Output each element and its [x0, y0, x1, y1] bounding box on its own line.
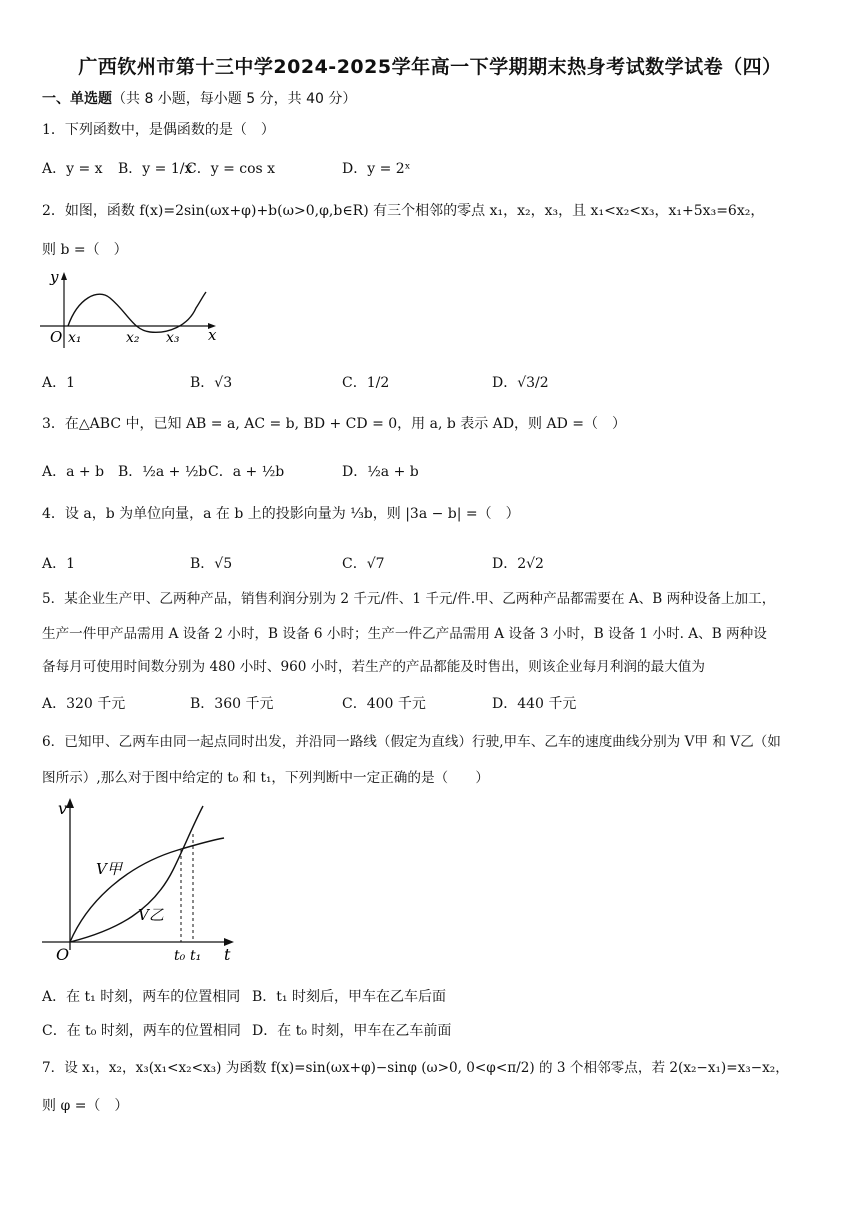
q2-stem: 2．如图，函数 f(x)=2sin(ωx+φ)+b(ω>0,φ,b∈R) 有三个相邻的零点 x₁，x₂，x₃，且 x₁<x₂<x₃，x₁+5x₃=6x₂，: [42, 203, 765, 219]
q2-sine-graph: [38, 268, 223, 350]
q4-option-d: D．2√2: [492, 556, 544, 572]
q6-velocity-graph: [38, 790, 248, 968]
q2-x3-label: x₃: [166, 330, 180, 346]
q2-x-label: x: [208, 326, 217, 344]
q2-stem-continued: 则 b =（ ）: [42, 242, 128, 258]
q2-x1-label: x₁: [68, 330, 82, 346]
q7-stem-continued: 则 φ =（ ）: [42, 1098, 129, 1114]
q3-stem: 3．在△ABC 中，已知 AB = a, AC = b, BD + CD = 0，用 a, b 表示 AD，则 AD =（ ）: [42, 416, 627, 432]
q6-t-label: t: [224, 945, 231, 964]
section-desc: （共 8 小题，每小题 5 分，共 40 分）: [112, 91, 357, 107]
q2-y-arrow: [61, 272, 67, 280]
q3-option-d: D．½a + b: [342, 464, 419, 480]
q5-option-a: A．320 千元: [42, 696, 126, 712]
q2-option-a: A．1: [42, 375, 76, 391]
q5-line-2: 生产一件甲产品需用 A 设备 2 小时，B 设备 6 小时；生产一件乙产品需用 A 设备 3 小时，B 设备 1 小时. A、B 两种设: [42, 626, 767, 642]
q3-option-b: B．½a + ½b: [118, 464, 208, 480]
q5-line-3: 备每月可使用时间数分别为 480 小时、960 小时，若生产的产品都能及时售出，则该企业每月利润的最大值为: [42, 659, 705, 675]
q6-v-arrow: [66, 798, 74, 808]
q3-option-a: A．a + b: [42, 464, 105, 480]
q6-vyi-label: V乙: [138, 906, 164, 924]
section-header: [42, 91, 356, 109]
q6-option-a: A．在 t₁ 时刻，两车的位置相同: [42, 989, 241, 1005]
q4-option-b: B．√5: [190, 556, 233, 572]
q6-line-2: 图所示）,那么对于图中给定的 t₀ 和 t₁，下列判断中一定正确的是（ ）: [42, 770, 489, 786]
q2-option-b: B．√3: [190, 375, 233, 391]
q4-stem: 4．设 a，b 为单位向量，a 在 b 上的投影向量为 ⅓b，则 |3a − b| =（ ）: [42, 506, 520, 522]
q7-stem: 7．设 x₁，x₂，x₃(x₁<x₂<x₃) 为函数 f(x)=sin(ωx+φ)−sinφ (ω>0, 0<φ<π/2) 的 3 个相邻零点，若 2(x₂−x₁)=x₃−x₂，: [42, 1060, 789, 1076]
section-label: 一、单选题: [42, 91, 112, 107]
q2-origin-label: O: [50, 328, 63, 346]
exam-title: 广西钦州市第十三中学2024-2025学年高一下学期期末热身考试数学试卷（四）: [78, 56, 782, 78]
q3-option-c: C．a + ½b: [208, 464, 285, 480]
q4-option-a: A．1: [42, 556, 76, 572]
q1-option-b: B．y = 1/x: [118, 161, 193, 177]
q1-option-c: C．y = cos x: [186, 161, 276, 177]
q2-y-label: y: [50, 268, 59, 286]
q6-line-1: 6．已知甲、乙两车由同一起点同时出发，并沿同一路线（假定为直线）行驶,甲车、乙车的速度曲线分别为 V甲 和 V乙（如: [42, 734, 781, 750]
q5-option-b: B．360 千元: [190, 696, 274, 712]
q6-option-c: C．在 t₀ 时刻，两车的位置相同: [42, 1023, 241, 1039]
q1-stem: 1．下列函数中，是偶函数的是（ ）: [42, 122, 275, 138]
q2-option-d: D．√3/2: [492, 375, 549, 391]
q2-option-c: C．1/2: [342, 375, 390, 391]
q1-option-d: D．y = 2ˣ: [342, 161, 411, 177]
q5-line-1: 5．某企业生产甲、乙两种产品，销售利润分别为 2 千元/件、1 千元/件.甲、乙两种产品都需要在 A、B 两种设备上加工，: [42, 591, 776, 607]
q6-origin-label: O: [56, 945, 70, 964]
q6-t0-label: t₀: [174, 948, 186, 964]
q6-curve-jia: [70, 838, 224, 942]
q2-x2-label: x₂: [126, 330, 140, 346]
q6-option-d: D．在 t₀ 时刻，甲车在乙车前面: [252, 1023, 452, 1039]
q6-t1-label: t₁: [190, 948, 202, 964]
q5-option-c: C．400 千元: [342, 696, 426, 712]
q4-option-c: C．√7: [342, 556, 385, 572]
q6-curve-yi: [70, 806, 203, 942]
q6-v-label: v: [58, 799, 68, 818]
q1-option-a: A．y = x: [42, 161, 103, 177]
q5-option-d: D．440 千元: [492, 696, 577, 712]
q6-option-b: B．t₁ 时刻后，甲车在乙车后面: [252, 989, 446, 1005]
q6-vjia-label: V甲: [96, 860, 122, 878]
